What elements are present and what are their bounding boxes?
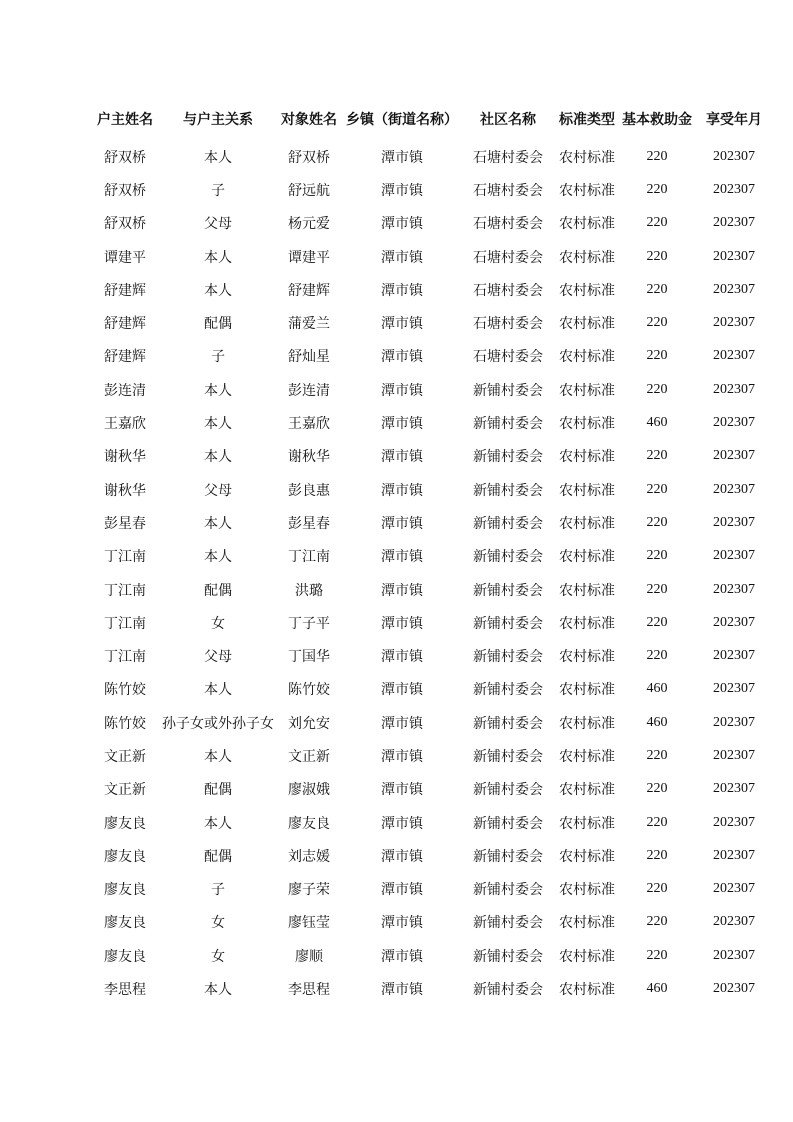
householder-name-cell: 彭连清	[104, 382, 146, 399]
standard-type-cell: 农村标准	[559, 416, 615, 433]
township-cell: 潭市镇	[381, 382, 423, 399]
relief-amount-cell: 220	[646, 881, 668, 897]
recipient-name-cell: 舒建辉	[288, 282, 330, 299]
relief-amount-cell: 220	[646, 315, 668, 331]
township-cell: 潭市镇	[381, 848, 423, 865]
benefit-month-cell: 202307	[713, 614, 755, 630]
township-cell: 潭市镇	[381, 715, 423, 732]
householder-name-cell: 舒建辉	[104, 316, 146, 333]
recipient-name-cell: 丁子平	[288, 615, 330, 632]
benefit-month-cell: 202307	[713, 415, 755, 431]
relationship-cell: 本人	[204, 449, 232, 466]
table-row	[88, 573, 772, 606]
relief-amount-cell: 220	[646, 148, 668, 164]
table-row	[88, 606, 772, 639]
standard-type-cell: 农村标准	[559, 582, 615, 599]
benefit-month-cell: 202307	[713, 881, 755, 897]
standard-type-cell: 农村标准	[559, 615, 615, 632]
relief-amount-cell: 220	[646, 947, 668, 963]
township-cell: 潭市镇	[381, 449, 423, 466]
recipient-name-cell: 丁江南	[288, 549, 330, 566]
table-row	[88, 873, 772, 906]
householder-name-cell: 彭星春	[104, 515, 146, 532]
householder-name-cell: 谢秋华	[104, 449, 146, 466]
table-row	[88, 340, 772, 373]
standard-type-cell: 农村标准	[559, 282, 615, 299]
community-cell: 新铺村委会	[473, 882, 543, 899]
relief-amount-cell: 220	[646, 514, 668, 530]
benefit-month-cell: 202307	[713, 548, 755, 564]
table-row	[88, 506, 772, 539]
standard-type-cell: 农村标准	[559, 748, 615, 765]
relationship-cell: 父母	[204, 216, 232, 233]
relationship-cell: 本人	[204, 515, 232, 532]
relationship-cell: 女	[211, 915, 225, 932]
township-cell: 潭市镇	[381, 682, 423, 699]
township-cell: 潭市镇	[381, 349, 423, 366]
header-community: 社区名称	[480, 112, 536, 128]
recipient-name-cell: 文正新	[288, 748, 330, 765]
township-cell: 潭市镇	[381, 515, 423, 532]
recipient-name-cell: 廖子荣	[288, 882, 330, 899]
table-row	[88, 207, 772, 240]
community-cell: 新铺村委会	[473, 549, 543, 566]
table-row	[88, 140, 772, 173]
standard-type-cell: 农村标准	[559, 316, 615, 333]
township-cell: 潭市镇	[381, 149, 423, 166]
standard-type-cell: 农村标准	[559, 349, 615, 366]
householder-name-cell: 文正新	[104, 748, 146, 765]
community-cell: 石塘村委会	[473, 282, 543, 299]
relationship-cell: 父母	[204, 482, 232, 499]
recipient-name-cell: 杨元爱	[288, 216, 330, 233]
community-cell: 新铺村委会	[473, 582, 543, 599]
community-cell: 新铺村委会	[473, 615, 543, 632]
table-row	[88, 406, 772, 439]
standard-type-cell: 农村标准	[559, 815, 615, 832]
householder-name-cell: 舒双桥	[104, 216, 146, 233]
relief-amount-cell: 460	[646, 981, 668, 997]
table-header-row	[88, 100, 772, 140]
header-standard-type: 标准类型	[559, 112, 615, 128]
relief-amount-cell: 220	[646, 581, 668, 597]
table-row	[88, 673, 772, 706]
community-cell: 新铺村委会	[473, 982, 543, 999]
township-cell: 潭市镇	[381, 216, 423, 233]
benefit-month-cell: 202307	[713, 581, 755, 597]
community-cell: 新铺村委会	[473, 649, 543, 666]
table-row	[88, 473, 772, 506]
township-cell: 潭市镇	[381, 582, 423, 599]
township-cell: 潭市镇	[381, 282, 423, 299]
standard-type-cell: 农村标准	[559, 682, 615, 699]
relief-amount-cell: 220	[646, 348, 668, 364]
relief-amount-cell: 460	[646, 681, 668, 697]
relationship-cell: 本人	[204, 815, 232, 832]
benefit-month-cell: 202307	[713, 448, 755, 464]
relationship-cell: 本人	[204, 682, 232, 699]
table-row	[88, 639, 772, 672]
householder-name-cell: 丁江南	[104, 615, 146, 632]
benefit-month-cell: 202307	[713, 148, 755, 164]
standard-type-cell: 农村标准	[559, 149, 615, 166]
header-recipient-name: 对象姓名	[281, 112, 337, 128]
relief-amount-cell: 460	[646, 415, 668, 431]
standard-type-cell: 农村标准	[559, 216, 615, 233]
community-cell: 新铺村委会	[473, 482, 543, 499]
standard-type-cell: 农村标准	[559, 382, 615, 399]
relationship-cell: 孙子女或外孙子女	[162, 715, 274, 732]
relief-amount-cell: 220	[646, 215, 668, 231]
standard-type-cell: 农村标准	[559, 549, 615, 566]
relief-amount-cell: 220	[646, 548, 668, 564]
table-row	[88, 373, 772, 406]
header-basic-relief-amount: 基本救助金	[622, 112, 692, 128]
relief-amount-cell: 220	[646, 814, 668, 830]
householder-name-cell: 廖友良	[104, 915, 146, 932]
relief-amount-cell: 220	[646, 448, 668, 464]
relationship-cell: 本人	[204, 416, 232, 433]
householder-name-cell: 舒建辉	[104, 282, 146, 299]
community-cell: 石塘村委会	[473, 216, 543, 233]
relief-amount-cell: 220	[646, 181, 668, 197]
standard-type-cell: 农村标准	[559, 948, 615, 965]
recipient-name-cell: 彭连清	[288, 382, 330, 399]
recipient-name-cell: 刘志媛	[288, 848, 330, 865]
relief-amount-cell: 460	[646, 714, 668, 730]
benefit-month-cell: 202307	[713, 481, 755, 497]
recipient-name-cell: 洪璐	[295, 582, 323, 599]
standard-type-cell: 农村标准	[559, 782, 615, 799]
relief-amount-cell: 220	[646, 614, 668, 630]
recipient-name-cell: 廖友良	[288, 815, 330, 832]
benefit-month-cell: 202307	[713, 181, 755, 197]
standard-type-cell: 农村标准	[559, 449, 615, 466]
householder-name-cell: 丁江南	[104, 582, 146, 599]
header-householder-name: 户主姓名	[97, 112, 153, 128]
householder-name-cell: 王嘉欣	[104, 416, 146, 433]
township-cell: 潭市镇	[381, 748, 423, 765]
community-cell: 新铺村委会	[473, 815, 543, 832]
relief-amount-cell: 220	[646, 481, 668, 497]
householder-name-cell: 李思程	[104, 982, 146, 999]
township-cell: 潭市镇	[381, 982, 423, 999]
relief-amount-cell: 220	[646, 281, 668, 297]
recipient-name-cell: 王嘉欣	[288, 416, 330, 433]
standard-type-cell: 农村标准	[559, 715, 615, 732]
relationship-cell: 子	[211, 882, 225, 899]
standard-type-cell: 农村标准	[559, 482, 615, 499]
community-cell: 石塘村委会	[473, 149, 543, 166]
relationship-cell: 本人	[204, 982, 232, 999]
recipient-name-cell: 廖淑娥	[288, 782, 330, 799]
householder-name-cell: 丁江南	[104, 649, 146, 666]
township-cell: 潭市镇	[381, 882, 423, 899]
township-cell: 潭市镇	[381, 182, 423, 199]
recipient-name-cell: 谢秋华	[288, 449, 330, 466]
township-cell: 潭市镇	[381, 815, 423, 832]
township-cell: 潭市镇	[381, 948, 423, 965]
householder-name-cell: 陈竹姣	[104, 682, 146, 699]
table-body	[88, 140, 772, 1006]
township-cell: 潭市镇	[381, 782, 423, 799]
relationship-cell: 配偶	[204, 782, 232, 799]
table-row	[88, 839, 772, 872]
recipient-name-cell: 丁国华	[288, 649, 330, 666]
community-cell: 石塘村委会	[473, 316, 543, 333]
table-row	[88, 972, 772, 1005]
benefit-month-cell: 202307	[713, 981, 755, 997]
table-row	[88, 806, 772, 839]
recipient-name-cell: 舒灿星	[288, 349, 330, 366]
relationship-cell: 父母	[204, 649, 232, 666]
community-cell: 新铺村委会	[473, 515, 543, 532]
community-cell: 新铺村委会	[473, 682, 543, 699]
householder-name-cell: 谭建平	[104, 249, 146, 266]
table-row	[88, 273, 772, 306]
relationship-cell: 配偶	[204, 848, 232, 865]
recipient-name-cell: 蒲爱兰	[288, 316, 330, 333]
standard-type-cell: 农村标准	[559, 649, 615, 666]
householder-name-cell: 廖友良	[104, 948, 146, 965]
community-cell: 新铺村委会	[473, 948, 543, 965]
table-row	[88, 906, 772, 939]
benefit-month-cell: 202307	[713, 348, 755, 364]
householder-name-cell: 廖友良	[104, 815, 146, 832]
relationship-cell: 女	[211, 948, 225, 965]
recipient-name-cell: 廖钰莹	[288, 915, 330, 932]
benefit-month-cell: 202307	[713, 814, 755, 830]
recipient-name-cell: 李思程	[288, 982, 330, 999]
standard-type-cell: 农村标准	[559, 515, 615, 532]
householder-name-cell: 舒双桥	[104, 149, 146, 166]
benefit-month-cell: 202307	[713, 281, 755, 297]
township-cell: 潭市镇	[381, 649, 423, 666]
township-cell: 潭市镇	[381, 416, 423, 433]
table-row	[88, 706, 772, 739]
relief-amount-cell: 220	[646, 248, 668, 264]
standard-type-cell: 农村标准	[559, 882, 615, 899]
recipient-name-cell: 舒双桥	[288, 149, 330, 166]
relationship-cell: 本人	[204, 748, 232, 765]
township-cell: 潭市镇	[381, 249, 423, 266]
recipient-name-cell: 刘允安	[288, 715, 330, 732]
community-cell: 石塘村委会	[473, 349, 543, 366]
community-cell: 新铺村委会	[473, 449, 543, 466]
table-row	[88, 939, 772, 972]
householder-name-cell: 廖友良	[104, 882, 146, 899]
recipient-name-cell: 彭良惠	[288, 482, 330, 499]
relief-amount-cell: 220	[646, 747, 668, 763]
recipient-name-cell: 廖顺	[295, 948, 323, 965]
relationship-cell: 配偶	[204, 582, 232, 599]
recipient-name-cell: 舒远航	[288, 182, 330, 199]
relief-amount-cell: 220	[646, 381, 668, 397]
relationship-cell: 本人	[204, 149, 232, 166]
relief-amount-cell: 220	[646, 914, 668, 930]
standard-type-cell: 农村标准	[559, 982, 615, 999]
header-township: 乡镇（街道名称）	[346, 112, 458, 128]
benefit-month-cell: 202307	[713, 215, 755, 231]
community-cell: 新铺村委会	[473, 848, 543, 865]
benefit-month-cell: 202307	[713, 781, 755, 797]
householder-name-cell: 文正新	[104, 782, 146, 799]
community-cell: 新铺村委会	[473, 382, 543, 399]
relationship-cell: 本人	[204, 282, 232, 299]
relief-recipient-table	[88, 100, 772, 1006]
table-row	[88, 739, 772, 772]
community-cell: 新铺村委会	[473, 782, 543, 799]
standard-type-cell: 农村标准	[559, 915, 615, 932]
township-cell: 潭市镇	[381, 316, 423, 333]
township-cell: 潭市镇	[381, 482, 423, 499]
standard-type-cell: 农村标准	[559, 848, 615, 865]
relationship-cell: 女	[211, 615, 225, 632]
recipient-name-cell: 彭星春	[288, 515, 330, 532]
township-cell: 潭市镇	[381, 915, 423, 932]
relationship-cell: 本人	[204, 382, 232, 399]
township-cell: 潭市镇	[381, 615, 423, 632]
relief-amount-cell: 220	[646, 781, 668, 797]
benefit-month-cell: 202307	[713, 648, 755, 664]
householder-name-cell: 舒双桥	[104, 182, 146, 199]
relief-amount-cell: 220	[646, 847, 668, 863]
standard-type-cell: 农村标准	[559, 182, 615, 199]
relationship-cell: 子	[211, 349, 225, 366]
community-cell: 石塘村委会	[473, 249, 543, 266]
householder-name-cell: 丁江南	[104, 549, 146, 566]
relief-amount-cell: 220	[646, 648, 668, 664]
householder-name-cell: 陈竹姣	[104, 715, 146, 732]
householder-name-cell: 舒建辉	[104, 349, 146, 366]
recipient-name-cell: 陈竹姣	[288, 682, 330, 699]
benefit-month-cell: 202307	[713, 914, 755, 930]
benefit-month-cell: 202307	[713, 947, 755, 963]
township-cell: 潭市镇	[381, 549, 423, 566]
benefit-month-cell: 202307	[713, 381, 755, 397]
benefit-month-cell: 202307	[713, 714, 755, 730]
benefit-month-cell: 202307	[713, 847, 755, 863]
benefit-month-cell: 202307	[713, 248, 755, 264]
relationship-cell: 本人	[204, 549, 232, 566]
header-relationship: 与户主关系	[183, 112, 253, 128]
community-cell: 石塘村委会	[473, 182, 543, 199]
table-row	[88, 240, 772, 273]
relationship-cell: 配偶	[204, 316, 232, 333]
standard-type-cell: 农村标准	[559, 249, 615, 266]
relationship-cell: 本人	[204, 249, 232, 266]
community-cell: 新铺村委会	[473, 416, 543, 433]
table-row	[88, 440, 772, 473]
table-row	[88, 306, 772, 339]
table-row	[88, 773, 772, 806]
community-cell: 新铺村委会	[473, 915, 543, 932]
community-cell: 新铺村委会	[473, 748, 543, 765]
community-cell: 新铺村委会	[473, 715, 543, 732]
table-row	[88, 173, 772, 206]
relationship-cell: 子	[211, 182, 225, 199]
recipient-name-cell: 谭建平	[288, 249, 330, 266]
householder-name-cell: 谢秋华	[104, 482, 146, 499]
table-row	[88, 540, 772, 573]
benefit-month-cell: 202307	[713, 681, 755, 697]
benefit-month-cell: 202307	[713, 747, 755, 763]
benefit-month-cell: 202307	[713, 315, 755, 331]
householder-name-cell: 廖友良	[104, 848, 146, 865]
header-benefit-month: 享受年月	[706, 112, 762, 128]
benefit-month-cell: 202307	[713, 514, 755, 530]
